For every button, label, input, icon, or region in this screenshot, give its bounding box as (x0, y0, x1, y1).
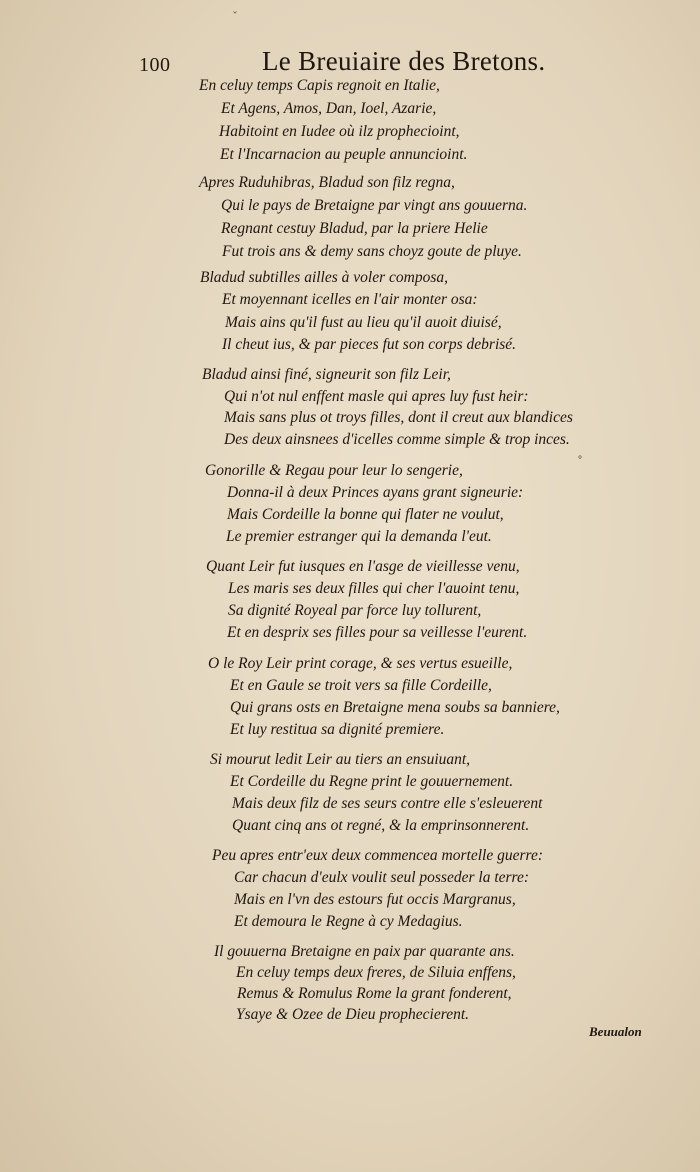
verse-line: Et Cordeille du Regne print le gouuernement. (230, 773, 514, 790)
verse-line: Ysaye & Ozee de Dieu prophecierent. (236, 1006, 470, 1023)
verse-line: En celuy temps Capis regnoit en Italie, (199, 77, 440, 94)
page-number: 100 (139, 54, 171, 76)
verse-line: Mais en l'vn des estours fut occis Margranus, (234, 891, 516, 908)
verse-line: Remus & Romulus Rome la grant fonderent, (237, 985, 512, 1002)
verse-line: Quant cinq ans ot regné, & la emprinsonnerent. (232, 817, 530, 834)
verse-line: Qui grans osts en Bretaigne mena soubs sa banniere, (230, 699, 560, 716)
verse-line: Mais deux filz de ses seurs contre elle s'esleuerent (232, 795, 543, 812)
verse-line: Il cheut ius, & par pieces fut son corps debrisé. (222, 336, 517, 353)
ink-speck: ˇ (232, 10, 238, 24)
verse-line: Mais sans plus ot troys filles, dont il creut aux blandices (224, 409, 573, 426)
verse-line: Habitoint en Iudee où ilz prophecioint, (219, 123, 460, 140)
verse-line: Car chacun d'eulx voulit seul posseder la terre: (234, 869, 530, 886)
verse-line: O le Roy Leir print corage, & ses vertus esueille, (208, 655, 513, 672)
verse-line: Peu apres entr'eux deux commencea mortelle guerre: (212, 847, 543, 864)
verse-line: Qui n'ot nul enffent masle qui apres luy fust heir: (224, 388, 529, 405)
verse-line: Donna-il à deux Princes ayans grant signeurie: (227, 484, 524, 501)
verse-line: Et demoura le Regne à cy Medagius. (234, 913, 463, 930)
verse-line: Et en desprix ses filles pour sa veillesse l'eurent. (227, 624, 528, 641)
verse-line: Regnant cestuy Bladud, par la priere Helie (221, 220, 488, 237)
verse-line: Mais Cordeille la bonne qui flater ne voulut, (227, 506, 504, 523)
running-title: Le Breuiaire des Bretons. (262, 46, 546, 76)
verse-line: Et moyennant icelles en l'air monter osa: (222, 291, 478, 308)
verse-line: Bladud subtilles ailles à voler composa, (200, 269, 448, 286)
verse-line: Bladud ainsi finé, signeurit son filz Leir, (202, 366, 451, 383)
catchword: Beuualon (589, 1024, 642, 1039)
verse-line: Le premier estranger qui la demanda l'eut. (226, 528, 492, 545)
verse-line: Quant Leir fut iusques en l'asge de vieillesse venu, (206, 558, 520, 575)
verse-line: Des deux ainsnees d'icelles comme simple & trop inces. (224, 431, 570, 448)
verse-line: Si mourut ledit Leir au tiers an ensuiuant, (210, 751, 471, 768)
verse-line: Et en Gaule se troit vers sa fille Cordeille, (230, 677, 492, 694)
verse-line: Mais ains qu'il fust au lieu qu'il auoit diuisé, (225, 314, 502, 331)
verse-line: En celuy temps deux freres, de Siluia enffens, (236, 964, 516, 981)
verse-line: Et l'Incarnacion au peuple annuncioint. (220, 146, 468, 163)
verse-line: Et Agens, Amos, Dan, Ioel, Azarie, (221, 100, 437, 117)
ink-speck: ˚ (577, 455, 583, 469)
verse-line: Qui le pays de Bretaigne par vingt ans gouuerna. (221, 197, 528, 214)
verse-line: Apres Ruduhibras, Bladud son filz regna, (199, 174, 455, 191)
verse-line: Les maris ses deux filles qui cher l'auoint tenu, (228, 580, 520, 597)
verse-line: Gonorille & Regau pour leur lo sengerie, (205, 462, 463, 479)
verse-line: Fut trois ans & demy sans choyz goute de pluye. (222, 243, 522, 260)
verse-line: Il gouuerna Bretaigne en paix par quarante ans. (214, 943, 515, 960)
verse-line: Et luy restitua sa dignité premiere. (230, 721, 445, 738)
verse-line: Sa dignité Royeal par force luy tollurent, (228, 602, 482, 619)
